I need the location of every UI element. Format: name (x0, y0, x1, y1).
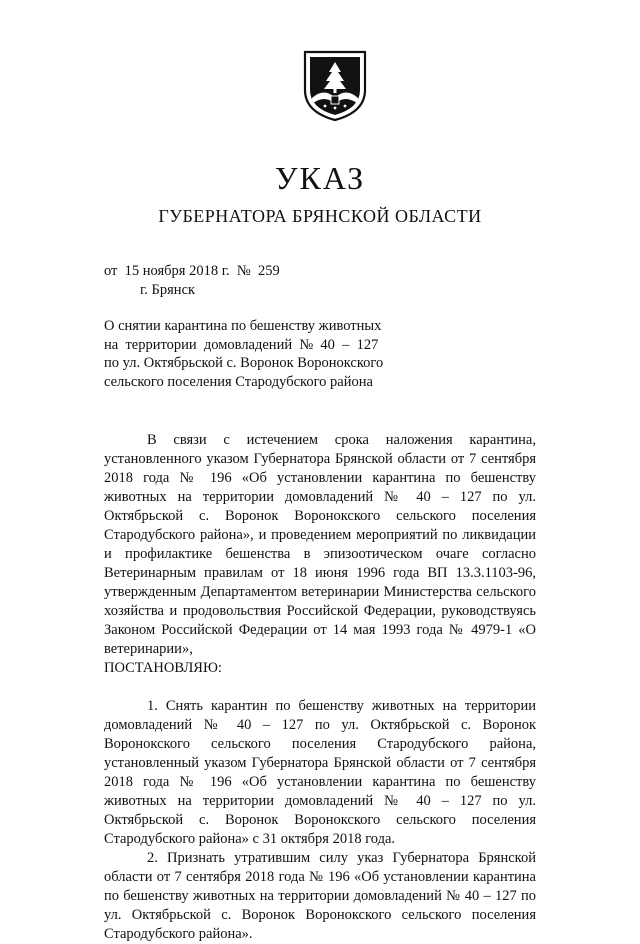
city-line: г. Брянск (140, 282, 196, 298)
document-topic (104, 317, 404, 391)
bryansk-coat-of-arms-icon (303, 50, 367, 122)
topic-line: по ул. Октябрьской с. Воронок Воронокского (104, 355, 384, 371)
preamble-paragraph: В связи с истечением срока наложения карантина, установленного указом Губернатора Брянской области от 7 сентября 2018 года № 196 «Об установлении карантина по бешенству животных на территории домовладений № 40 – 127 по ул. Октябрьской с. Воронок Воронокского сельского поселения Стародубского района», и проведением мероприятий по ликвидации и профилактике бешенства в эпизоотическом очаге согласно Ветеринарным правилам от 18 июня 1996 года ВП 13.3.1103-96, утвержденным Департаментом ветеринарии Министерства сельского хозяйства и продовольствия Российской Федерации, руководствуясь Законом Российской Федерации от 14 мая 1993 года № 4979-1 «О ветеринарии», (104, 432, 536, 657)
decree-item-2: 2. Признать утратившим силу указ Губернатора Брянской области от 7 сентября 2018 года № 196 «Об установлении карантина по бешенству животных на территории домовладений № 40 – 127 по ул. Октябрьской с. Воронок Воронокского сельского поселения Стародубского района». (104, 850, 536, 942)
topic-line: на территории домовладений № 40 – 127 (104, 336, 379, 353)
document-subtitle: ГУБЕРНАТОРА БРЯНСКОЙ ОБЛАСТИ (158, 206, 482, 226)
document-meta (104, 262, 280, 300)
date-number-line: от 15 ноября 2018 г. № 259 (104, 263, 280, 279)
decree-word: ПОСТАНОВЛЯЮ: (104, 660, 222, 676)
decree-item-1: 1. Снять карантин по бешенству животных на территории домовладений № 40 – 127 по ул. Октябрьской с. Воронок Воронокского сельского поселения Стародубского района, установленный указом Губернатора Брянской области от 7 сентября 2018 года № 196 «Об установлении карантина по бешенству животных на территории домовладений № 40 – 127 по ул. Октябрьской с. Воронок Воронокского сельского поселения Стародубского района» с 31 октября 2018 года. (104, 698, 536, 847)
document-body (104, 431, 536, 944)
topic-line: О снятии карантина по бешенству животных (104, 318, 382, 334)
document-title: УКАЗ (274, 160, 366, 196)
topic-line: сельского поселения Стародубского района (104, 373, 373, 390)
